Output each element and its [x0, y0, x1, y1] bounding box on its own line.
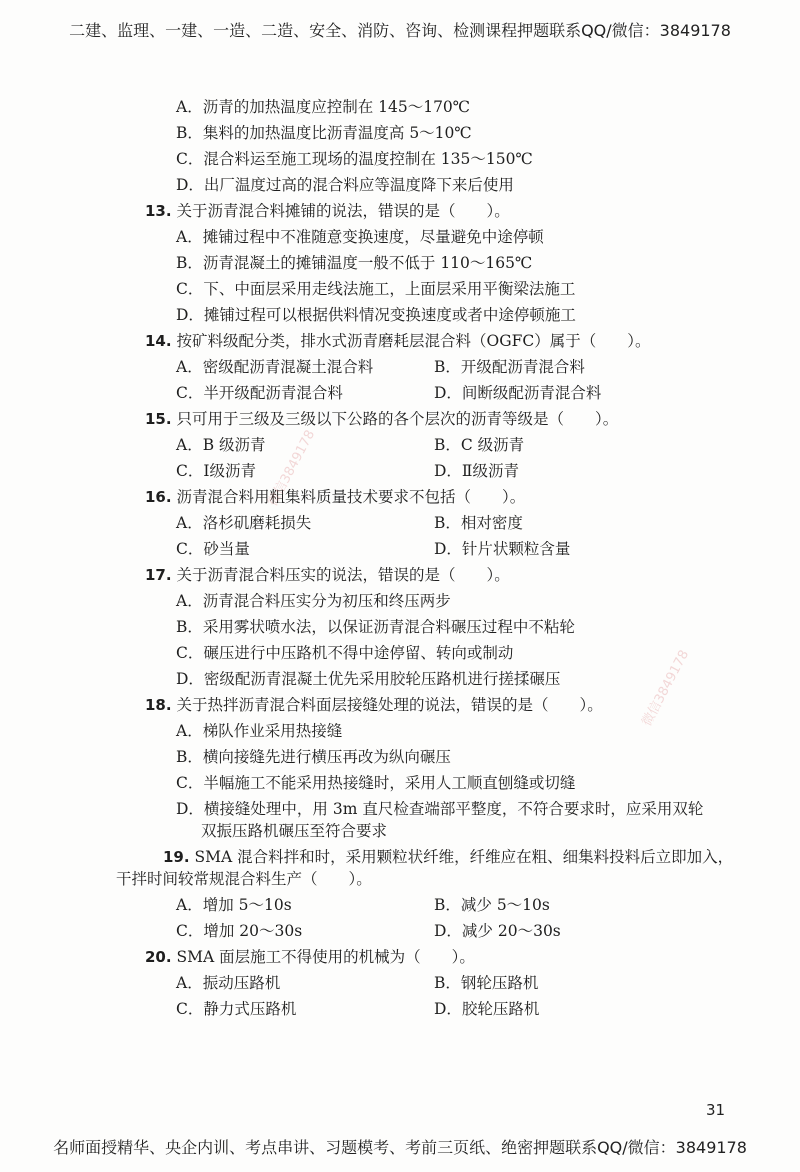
q16-number: 16. [145, 488, 172, 506]
q20-option-d: D．胶轮压路机 [434, 1000, 540, 1018]
q18-stem: 关于热拌沥青混合料面层接缝处理的说法，错误的是（ ）。 [176, 696, 603, 714]
question-20 [145, 946, 475, 968]
question-17 [145, 564, 510, 586]
q14-stem: 按矿料级配分类，排水式沥青磨耗层混合料（OGFC）属于（ ）。 [176, 332, 651, 350]
q15-option-c: C．Ⅰ级沥青 [176, 462, 256, 480]
q16-option-a: A．洛杉矶磨耗损失 [176, 514, 312, 532]
q19-stem-line2: 干拌时间较常规混合料生产（ ）。 [116, 870, 372, 888]
q17-option-b: B．采用雾状喷水法，以保证沥青混合料碾压过程中不粘轮 [176, 618, 575, 636]
q15-stem: 只可用于三级及三级以下公路的各个层次的沥青等级是（ ）。 [176, 410, 619, 428]
q17-option-d: D．密级配沥青混凝土优先采用胶轮压路机进行搓揉碾压 [176, 670, 561, 688]
question-15 [145, 408, 618, 430]
q20-option-c: C．静力式压路机 [176, 1000, 297, 1018]
q13-stem: 关于沥青混合料摊铺的说法，错误的是（ ）。 [176, 202, 510, 220]
q13-number: 13. [145, 202, 172, 220]
q14-option-c: C．半开级配沥青混合料 [176, 384, 343, 402]
q12-option-b: B．集料的加热温度比沥青温度高 5～10℃ [176, 124, 472, 142]
q17-stem: 关于沥青混合料压实的说法，错误的是（ ）。 [176, 566, 510, 584]
q18-option-a: A．梯队作业采用热接缝 [176, 722, 343, 740]
question-16 [145, 486, 525, 508]
q17-option-a: A．沥青混合料压实分为初压和终压两步 [176, 592, 451, 610]
q12-option-d: D．出厂温度过高的混合料应等温度降下来后使用 [176, 176, 514, 194]
q12-option-a: A．沥青的加热温度应控制在 145～170℃ [176, 98, 471, 116]
q15-option-d: D．Ⅱ级沥青 [434, 462, 519, 480]
question-13 [145, 200, 510, 222]
question-14 [145, 330, 650, 352]
q13-option-b: B．沥青混凝土的摊铺温度一般不低于 110～165℃ [176, 254, 533, 272]
footer-banner: 名师面授精华、央企内训、考点串讲、习题模考、考前三页纸、绝密押题联系QQ/微信：3849178 [53, 1138, 747, 1157]
page-number: 31 [706, 1101, 726, 1119]
q18-option-c: C．半幅施工不能采用热接缝时，采用人工顺直刨缝或切缝 [176, 774, 576, 792]
q20-stem: SMA 面层施工不得使用的机械为（ ）。 [176, 948, 475, 966]
q18-option-d-continued: 双振压路机碾压至符合要求 [201, 822, 388, 840]
q13-option-c: C．下、中面层采用走线法施工，上面层采用平衡梁法施工 [176, 280, 576, 298]
q12-option-c: C．混合料运至施工现场的温度控制在 135～150℃ [176, 150, 533, 168]
question-19 [163, 846, 733, 868]
q16-option-c: C．砂当量 [176, 540, 250, 558]
q14-number: 14. [145, 332, 172, 350]
q16-option-b: B．相对密度 [434, 514, 523, 532]
q18-option-d: D．横接缝处理中，用 3m 直尺检查端部平整度，不符合要求时，应采用双轮 [176, 800, 704, 818]
q19-number: 19. [163, 848, 190, 866]
q15-option-b: B．C 级沥青 [434, 436, 525, 454]
q17-option-c: C．碾压进行中压路机不得中途停留、转向或制动 [176, 644, 514, 662]
q20-number: 20. [145, 948, 172, 966]
q18-option-b: B．横向接缝先进行横压再改为纵向碾压 [176, 748, 451, 766]
q17-number: 17. [145, 566, 172, 584]
q14-option-d: D．间断级配沥青混合料 [434, 384, 602, 402]
q14-option-b: B．开级配沥青混合料 [434, 358, 585, 376]
q15-option-a: A．B 级沥青 [176, 436, 266, 454]
q16-stem: 沥青混合料用粗集料质量技术要求不包括（ ）。 [176, 488, 526, 506]
q19-option-c: C．增加 20～30s [176, 922, 303, 940]
q15-number: 15. [145, 410, 172, 428]
q20-option-a: A．振动压路机 [176, 974, 281, 992]
q20-option-b: B．钢轮压路机 [434, 974, 539, 992]
q13-option-a: A．摊铺过程中不准随意变换速度，尽量避免中途停顿 [176, 228, 544, 246]
q19-stem-line1: SMA 混合料拌和时，采用颗粒状纤维，纤维应在粗、细集料投料后立即加入， [194, 848, 734, 866]
q13-option-d: D．摊铺过程可以根据供料情况变换速度或者中途停顿施工 [176, 306, 576, 324]
q19-option-d: D．减少 20～30s [434, 922, 561, 940]
watermark-right: 微信3849178 [639, 647, 693, 729]
q19-option-b: B．减少 5～10s [434, 896, 550, 914]
q16-option-d: D．针片状颗粒含量 [434, 540, 571, 558]
question-18 [145, 694, 603, 716]
header-banner: 二建、监理、一建、一造、二造、安全、消防、咨询、检测课程押题联系QQ/微信：3849178 [69, 21, 731, 40]
q18-number: 18. [145, 696, 172, 714]
watermark-left: 微信3849178 [265, 427, 319, 509]
q14-option-a: A．密级配沥青混凝土混合料 [176, 358, 374, 376]
q19-option-a: A．增加 5～10s [176, 896, 292, 914]
